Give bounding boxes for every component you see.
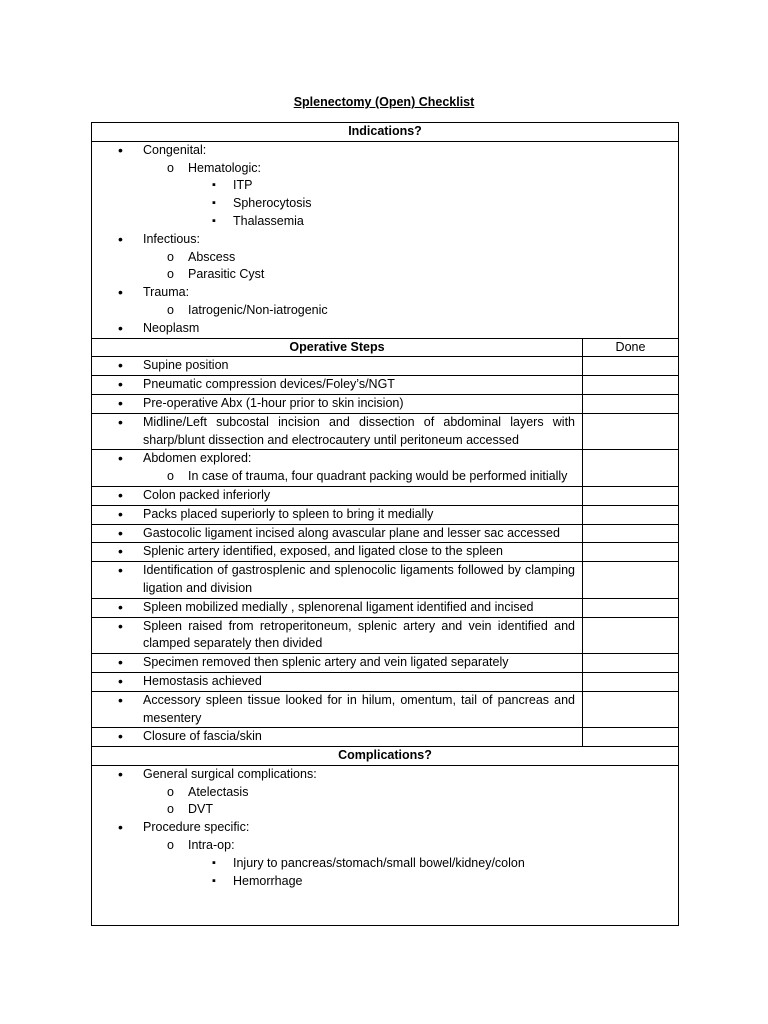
operative-step-cell [92, 617, 583, 654]
indications-header-row [92, 123, 679, 142]
operative-step-row [92, 450, 679, 487]
operative-step-cell [92, 486, 583, 505]
complications-item: ▪ Injury to pancreas/stomach/small bowel/kidney/colon [92, 855, 678, 873]
done-checkbox-cell[interactable] [583, 598, 679, 617]
operative-step-text: • Identification of gastrosplenic and splenocolic ligaments followed by clamping ligation and division [92, 562, 582, 598]
indications-item: o Parasitic Cyst [92, 266, 678, 284]
indications-item: ▪ Spherocytosis [92, 195, 678, 213]
operative-step-row [92, 376, 679, 395]
done-checkbox-cell[interactable] [583, 728, 679, 747]
operative-step-cell [92, 672, 583, 691]
done-checkbox-cell[interactable] [583, 691, 679, 728]
complications-item: o Intra-op: [92, 837, 678, 855]
operative-step-row [92, 598, 679, 617]
operative-step-cell [92, 450, 583, 487]
operative-step-text: • Packs placed superiorly to spleen to bring it medially [92, 506, 582, 524]
done-checkbox-cell[interactable] [583, 394, 679, 413]
operative-step-cell [92, 598, 583, 617]
indications-item: o Iatrogenic/Non-iatrogenic [92, 302, 678, 320]
operative-step-row [92, 562, 679, 599]
done-checkbox-cell[interactable] [583, 672, 679, 691]
operative-step-text: • Pneumatic compression devices/Foley’s/NGT [92, 376, 582, 394]
operative-step-text: • Accessory spleen tissue looked for in hilum, omentum, tail of pancreas and mesentery [92, 692, 582, 728]
operative-step-cell [92, 562, 583, 599]
complications-item: • General surgical complications: [92, 766, 678, 784]
operative-step-row [92, 394, 679, 413]
operative-step-row [92, 654, 679, 673]
indications-item: o Hematologic: [92, 160, 678, 178]
done-checkbox-cell[interactable] [583, 413, 679, 450]
operative-step-text: • Pre-operative Abx (1-hour prior to skin incision) [92, 395, 582, 413]
operative-step-row [92, 728, 679, 747]
done-checkbox-cell[interactable] [583, 450, 679, 487]
done-checkbox-cell[interactable] [583, 617, 679, 654]
operative-step-subtext: o In case of trauma, four quadrant packing would be performed initially [92, 468, 582, 486]
operative-step-row [92, 357, 679, 376]
operative-step-cell [92, 376, 583, 395]
indications-item: • Congenital: [92, 142, 678, 160]
complications-item: ▪ Hemorrhage [92, 873, 678, 891]
operative-step-text: • Gastocolic ligament incised along avascular plane and lesser sac accessed [92, 525, 582, 543]
done-checkbox-cell[interactable] [583, 543, 679, 562]
checklist-body [92, 123, 679, 926]
operative-step-row [92, 413, 679, 450]
operative-step-row [92, 524, 679, 543]
done-checkbox-cell[interactable] [583, 357, 679, 376]
operative-step-text: • Abdomen explored: [92, 450, 582, 468]
indications-item: ▪ ITP [92, 177, 678, 195]
operative-step-text: • Supine position [92, 357, 582, 375]
operative-step-text: • Splenic artery identified, exposed, and ligated close to the spleen [92, 543, 582, 561]
operative-step-row [92, 617, 679, 654]
operative-step-row [92, 505, 679, 524]
complications-row [92, 765, 679, 926]
complications-item: o DVT [92, 801, 678, 819]
indications-header: Indications? [92, 123, 679, 142]
indications-list [92, 141, 679, 338]
operative-step-cell [92, 691, 583, 728]
indications-item: o Abscess [92, 249, 678, 267]
complications-header-row [92, 747, 679, 766]
indications-item: • Trauma: [92, 284, 678, 302]
operative-step-cell [92, 505, 583, 524]
done-checkbox-cell[interactable] [583, 376, 679, 395]
indications-item: • Neoplasm [92, 320, 678, 338]
operative-step-cell [92, 413, 583, 450]
operative-step-cell [92, 357, 583, 376]
operative-step-cell [92, 728, 583, 747]
complications-header: Complications? [92, 747, 679, 766]
complications-list [92, 765, 679, 926]
operative-step-row [92, 486, 679, 505]
operative-step-cell [92, 524, 583, 543]
operative-step-text: • Spleen raised from retroperitoneum, splenic artery and vein identified and clamped separately then divided [92, 618, 582, 654]
done-checkbox-cell[interactable] [583, 486, 679, 505]
operative-step-row [92, 672, 679, 691]
operative-step-text: • Specimen removed then splenic artery and vein ligated separately [92, 654, 582, 672]
done-checkbox-cell[interactable] [583, 524, 679, 543]
operative-step-row [92, 691, 679, 728]
operative-step-cell [92, 654, 583, 673]
operative-header-row [92, 338, 679, 357]
operative-step-row [92, 543, 679, 562]
indications-row [92, 141, 679, 338]
checklist-table [91, 122, 679, 926]
operative-step-text: • Hemostasis achieved [92, 673, 582, 691]
complications-blank-space [92, 890, 678, 925]
operative-step-text: • Colon packed inferiorly [92, 487, 582, 505]
operative-steps-header: Operative Steps [92, 338, 583, 357]
complications-item: o Atelectasis [92, 784, 678, 802]
complications-item: • Procedure specific: [92, 819, 678, 837]
indications-item: • Infectious: [92, 231, 678, 249]
document-title: Splenectomy (Open) Checklist [293, 95, 475, 109]
done-checkbox-cell[interactable] [583, 562, 679, 599]
operative-step-text: • Spleen mobilized medially , splenorenal ligament identified and incised [92, 599, 582, 617]
operative-step-text: • Closure of fascia/skin [92, 728, 582, 746]
done-column-header: Done [583, 338, 679, 357]
operative-step-text: • Midline/Left subcostal incision and dissection of abdominal layers with sharp/blunt dissection and electrocautery until peritoneum accessed [92, 414, 582, 450]
operative-step-cell [92, 543, 583, 562]
done-checkbox-cell[interactable] [583, 505, 679, 524]
operative-step-cell [92, 394, 583, 413]
done-checkbox-cell[interactable] [583, 654, 679, 673]
indications-item: ▪ Thalassemia [92, 213, 678, 231]
